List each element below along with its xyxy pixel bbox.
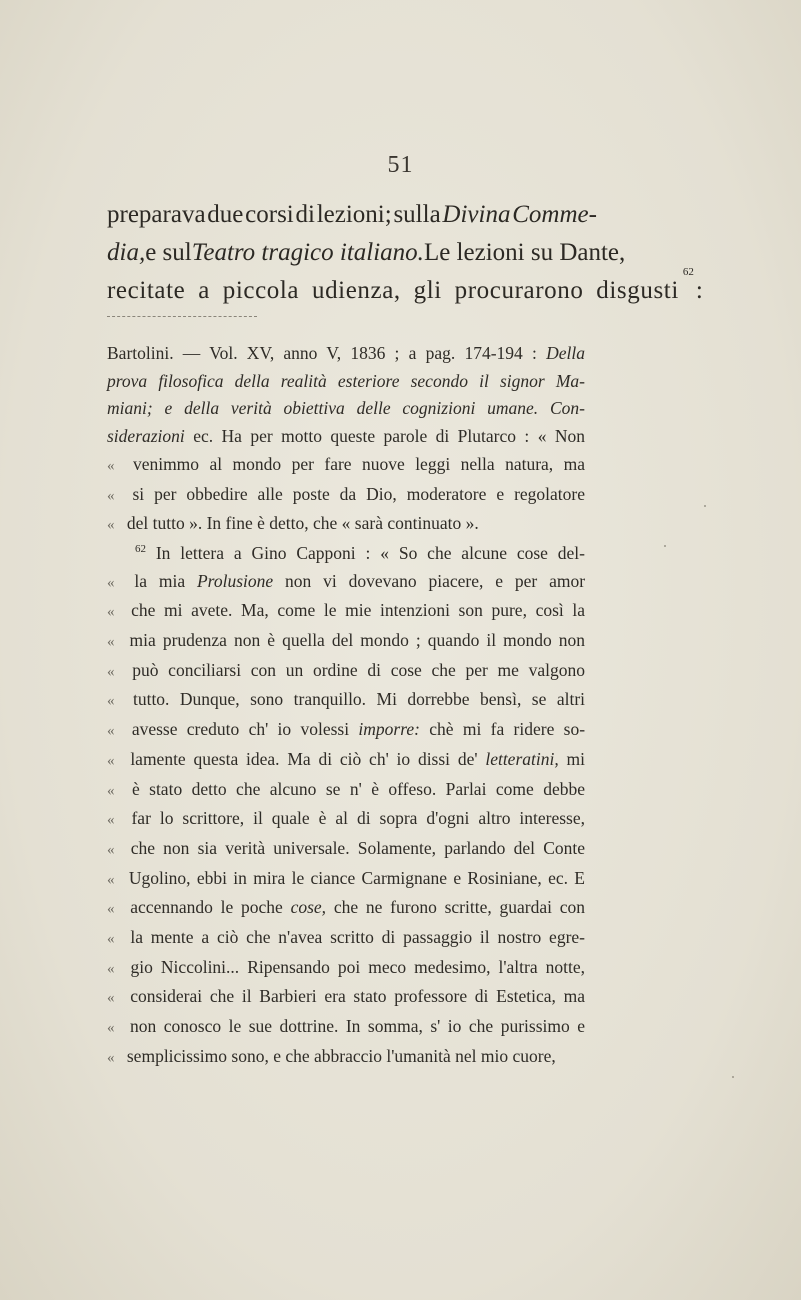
text-segment: mi	[566, 748, 586, 769]
quote-mark: «	[107, 1049, 115, 1066]
text-segment: che ne furono scritte, guardai con	[333, 897, 585, 918]
quote-mark: «	[107, 960, 115, 977]
text-segment: ec. Ha per motto queste parole di Plutarco : « Non	[193, 426, 586, 447]
text-segment: accennando le poche	[130, 897, 283, 918]
quote-mark: «	[107, 634, 115, 651]
text-segment: lamente questa idea. Ma di ciò ch' io dissi de'	[130, 748, 478, 769]
quote-mark: «	[107, 574, 115, 591]
word-italic: Divina	[442, 201, 511, 228]
footnote-line	[107, 510, 585, 540]
quote-mark: «	[107, 752, 115, 769]
footnote-line	[107, 686, 585, 716]
text-segment: che mi avete. Ma, come le mie intenzioni son pure, così la	[131, 600, 586, 621]
footnote-line	[107, 924, 585, 954]
text-segment: non conosco le sue dottrine. In somma, s' io che purissimo e	[130, 1016, 585, 1037]
footnote-line	[107, 954, 585, 984]
text-segment: la mente a ciò che n'avea scritto di passaggio il nostro egre-	[130, 927, 585, 948]
word: due	[207, 201, 244, 228]
text-segment: chè mi fa ridere so-	[429, 719, 586, 740]
text-segment: e sul	[145, 239, 192, 266]
quote-mark: «	[107, 663, 115, 680]
page-number: 51	[387, 152, 414, 178]
quote-mark: «	[107, 812, 115, 829]
text-segment: In lettera a Gino Capponi : « So che alcune cose del-	[155, 542, 585, 563]
text-segment: far lo scrittore, il quale è al di sopra d'ogni altro interesse,	[131, 808, 586, 829]
text-segment: venimmo al mondo per fare nuove leggi nella natura, ma	[132, 453, 585, 474]
text-segment: si per obbedire alle poste da Dio, moderatore e regolatore	[132, 483, 585, 504]
footnote-line	[107, 540, 585, 568]
italic-text: miani; e della verità obiettiva delle cognizioni umane. Con-	[107, 398, 585, 419]
italic-text: prova filosofica della realità esteriore secondo il signor Ma-	[107, 370, 585, 391]
text-segment: :	[695, 277, 703, 304]
scan-speck	[704, 505, 706, 507]
main-text-line-3	[107, 266, 703, 310]
quote-mark: «	[107, 901, 115, 918]
text-segment: mia prudenza non è quella del mondo ; quando il mondo non	[129, 630, 586, 651]
word: sulla	[393, 201, 441, 228]
text-segment: è stato detto che alcuno se n' è offeso. Parlai come debbe	[131, 778, 585, 799]
text-segment: Bartolini. — Vol. XV, anno V, 1836 ; a pag. 174-194 :	[107, 343, 537, 363]
word: lezioni;	[316, 201, 392, 228]
footnote-line	[107, 340, 585, 368]
text-segment: può conciliarsi con un ordine di cose che per me valgono	[132, 659, 586, 680]
quote-mark: «	[107, 457, 115, 474]
italic-text: Prolusione	[196, 570, 274, 591]
quote-mark: «	[107, 693, 115, 710]
footnote-line	[107, 865, 585, 895]
footnote-reference: 62	[682, 266, 694, 278]
footnote-line	[107, 368, 585, 396]
text-segment: considerai che il Barbieri era stato professore di Estetica, ma	[130, 986, 585, 1007]
text-segment: Ugolino, ebbi in mira le ciance Carmignane e Rosiniane, ec. E	[128, 867, 585, 888]
footnote-line	[107, 568, 585, 598]
quote-mark: «	[107, 841, 115, 858]
quote-mark: «	[107, 782, 115, 799]
footnote-line	[107, 835, 585, 865]
text-segment: gio Niccolini... Ripensando poi meco medesimo, l'altra notte,	[130, 956, 585, 977]
scan-speck	[664, 545, 666, 547]
footnote-line	[107, 716, 585, 746]
footnote-line	[107, 746, 585, 776]
quote-mark: «	[107, 1020, 115, 1037]
quote-mark: «	[107, 723, 115, 740]
main-text	[107, 196, 703, 310]
footnote-line	[107, 627, 585, 657]
text-segment: avesse creduto ch' io volessi	[131, 719, 350, 740]
main-text-line-1	[107, 196, 597, 234]
scan-speck	[732, 1076, 734, 1078]
text-segment: la mia	[134, 570, 186, 591]
quote-mark: «	[107, 604, 115, 621]
word: preparava	[107, 201, 206, 228]
quote-mark: «	[107, 990, 115, 1007]
main-text-line-2	[107, 234, 626, 272]
footnote-line	[107, 894, 585, 924]
quote-mark: «	[107, 487, 115, 504]
footnote-line	[107, 597, 585, 627]
text-segment-italic: Teatro tragico italiano.	[191, 239, 424, 266]
text-segment: tutto. Dunque, sono tranquillo. Mi dorrebbe bensì, se altri	[132, 689, 586, 710]
italic-text: Della	[546, 343, 586, 363]
footnote-line	[107, 481, 585, 511]
footnote-line	[107, 776, 585, 806]
text-segment: semplicissimo sono, e che abbraccio l'umanità nel mio cuore,	[126, 1045, 556, 1066]
text-segment: del tutto ». In fine è detto, che « sarà continuato ».	[126, 513, 479, 534]
text-segment: non vi dovevano piacere, e per amor	[285, 570, 586, 591]
footnotes	[107, 340, 585, 1073]
word-italic: dia,	[107, 239, 146, 266]
quote-mark: «	[107, 517, 115, 534]
italic-text: siderazioni	[107, 426, 185, 447]
footnote-line	[107, 423, 585, 451]
footnote-separator	[107, 316, 257, 317]
text-segment: che non sia verità universale. Solamente, parlando del Conte	[130, 837, 585, 858]
footnote-line	[107, 805, 585, 835]
word: di	[295, 201, 315, 228]
text-segment: recitate a piccola udienza, gli procurarono disgusti	[107, 277, 679, 304]
footnote-line	[107, 451, 585, 481]
quote-mark: «	[107, 931, 115, 948]
footnote-line	[107, 1043, 585, 1073]
quote-mark: «	[107, 871, 115, 888]
footnote-line	[107, 983, 585, 1013]
footnote-line	[107, 657, 585, 687]
italic-text: imporre:	[358, 719, 420, 740]
word: corsi	[245, 201, 294, 228]
italic-text: cose,	[290, 897, 327, 918]
footnote-line	[107, 1013, 585, 1043]
footnote-line	[107, 395, 585, 423]
word-italic: Comme-	[512, 201, 597, 228]
footnote-number: 62	[135, 543, 146, 556]
text-segment: Le lezioni su Dante,	[423, 239, 626, 266]
italic-text: letteratini,	[485, 748, 559, 769]
